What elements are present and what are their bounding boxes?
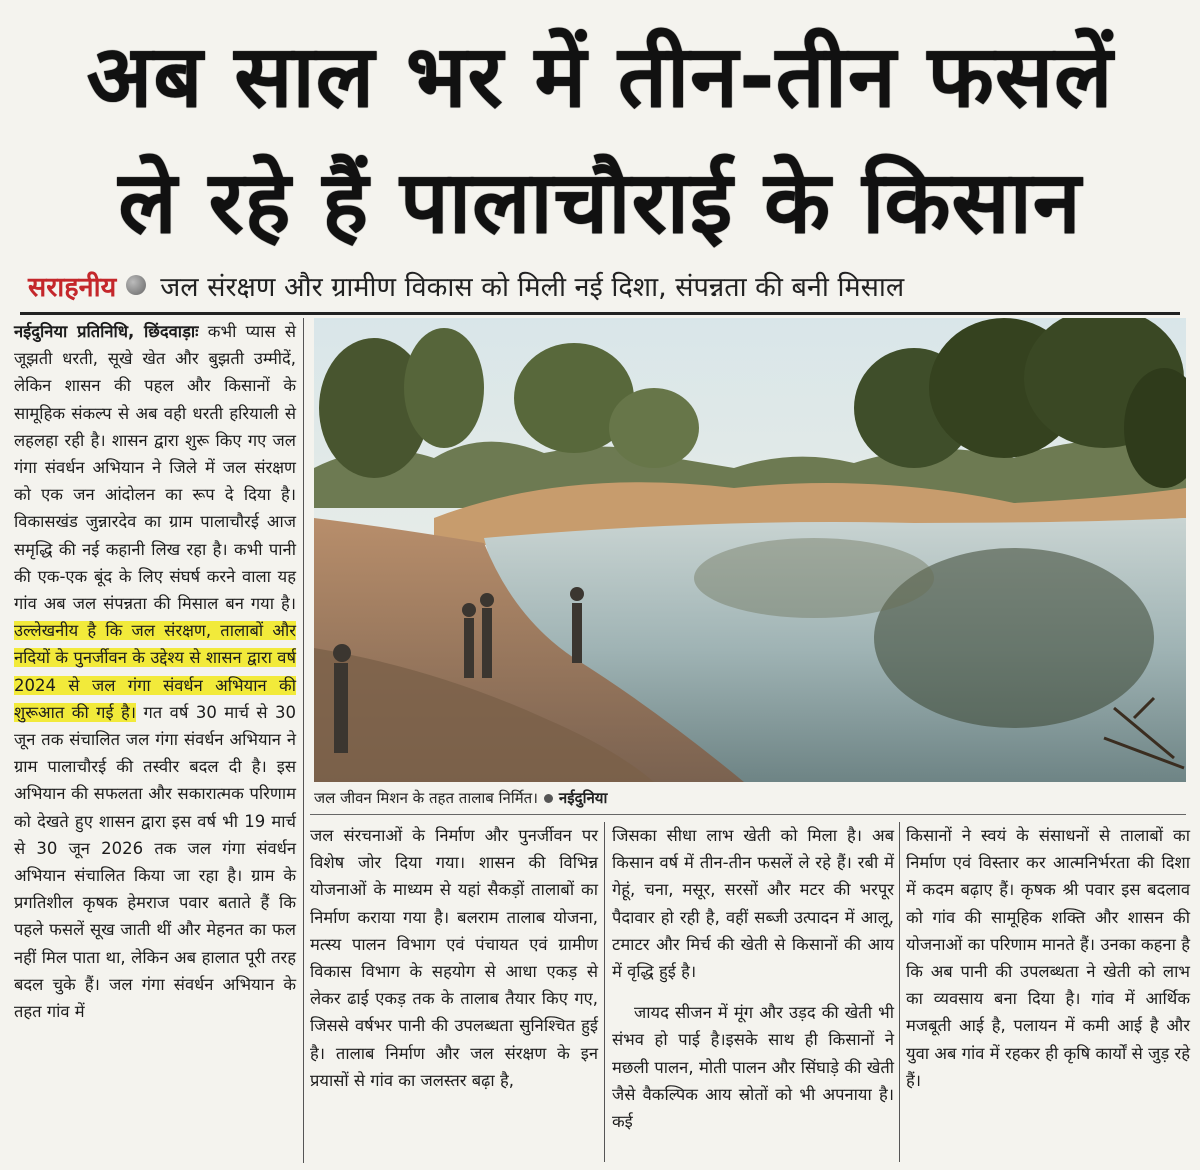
article-column-3 [612,822,894,1135]
credit-dot-icon [544,794,553,803]
category-tag: सराहनीय [28,271,117,303]
deck-text: जल संरक्षण और ग्रामीण विकास को मिली नई दिशा, संपन्नता की बनी मिसाल [160,271,905,303]
headline-line-2: ले रहे हैं पालाचौराई के किसान [118,153,1082,253]
headline-line-1: अब साल भर में तीन-तीन फसलें [86,27,1114,127]
photo-credit: नईदुनिया [558,789,608,807]
column-divider [899,822,900,1162]
header-divider [20,312,1180,315]
article-column-1 [14,318,296,1025]
caption-divider [310,814,1186,815]
caption-text: जल जीवन मिशन के तहत तालाब निर्मित। [314,789,538,807]
subheadline [28,265,1188,305]
body-text: किसानों ने स्वयं के संसाधनों से तालाबों का निर्माण एवं विस्तार कर आत्मनिर्भरता की दिशा में कदम बढ़ाए हैं। कृषक श्री पवार इस बदलाव को गांव की सामूहिक शक्ति और शासन की योजनाओं का परिणाम मानते हैं। उनका कहना है कि अब पानी की उपलब्धता ने खेती को लाभ का व्यवसाय बना दिया है। गांव में आर्थिक मजबूती आई है, पलायन में कमी आई है और युवा अब गांव में रहकर ही कृषि कार्यों से जुड़ रहे हैं। [906,826,1190,1090]
body-text: गत वर्ष 30 मार्च से 30 जून तक संचालित जल गंगा संवर्धन अभियान ने ग्राम पालाचौरई की तस्वीर बदल दी है। इस अभियान की सफलता और सकारात्मक परिणाम को देखते हुए शासन द्वारा इस वर्ष भी 19 मार्च से 30 जून 2026 तक जल गंगा संवर्धन अभियान संचालित किया जा रहा है। ग्राम के प्रगतिशील कृषक हेमराज पवार बताते हैं कि पहले फसलें सूख जाती थीं और मेहनत का फल नहीं मिल पाता था, लेकिन अब हालात पूरी तरह बदल चुके हैं। जल गंगा संवर्धन अभियान के तहत गांव में [14,702,296,1022]
column-divider [604,822,605,1162]
body-text: जायद सीजन में मूंग और उड़द की खेती भी संभव हो पाई है।इसके साथ ही किसानों ने मछली पालन, मोती पालन और सिंघाड़े की खेती जैसे वैकल्पिक आय स्रोतों को भी अपनाया है। कई [612,1003,894,1132]
news-photo-pond [314,318,1186,782]
body-text: जिसका सीधा लाभ खेती को मिला है। अब किसान वर्ष में तीन-तीन फसलें ले रहे हैं। रबी में गेहूं, चना, मसूर, सरसों और मटर की भरपूर पैदावार हो रही है, वहीं सब्जी उत्पादन में आलू, टमाटर और मिर्च की खेती से किसानों की आय में वृद्धि हुई है। [612,826,894,982]
body-text: कभी प्यास से जूझती धरती, सूखे खेत और बुझती उम्मीदें, लेकिन शासन की पहल और किसानों के सामूहिक संकल्प से अब वही धरती हरियाली से लहलहा रही है। शासन द्वारा शुरू किए गए जल गंगा संवर्धन अभियान ने जिले में जल संरक्षण को एक जन आंदोलन का रूप दे दिया है। विकासखंड जुन्नारदेव का ग्राम पालाचौरई आज समृद्धि की नई कहानी लिख रहा है। कभी पानी की एक-एक बूंद के लिए संघर्ष करने वाला यह गांव अब जल संपन्नता की मिसाल बन गया है। [14,322,296,614]
body-text: जल संरचनाओं के निर्माण और पुनर्जीवन पर विशेष जोर दिया गया। शासन की विभिन्न योजनाओं के माध्यम से यहां सैकड़ों तालाबों का निर्माण कराया गया है। बलराम तालाब योजना, मत्स्य पालन विभाग एवं पंचायत एवं ग्रामीण विकास विभाग के सहयोग से आधा एकड़ से लेकर ढाई एकड़ तक के तालाब तैयार किए गए, जिससे वर्षभर पानी की उपलब्धता सुनिश्चित हुई है। तालाब निर्माण और जल संरक्षण के इन प्रयासों से गांव का जलस्तर बढ़ा है, [310,826,598,1090]
article-column-4 [906,822,1190,1094]
highlighted-text: उल्लेखनीय है कि जल संरक्षण, तालाबों और नदियों के पुनर्जीवन के उद्देश्य से शासन द्वारा वर्ष 2024 से जल गंगा संवर्धन अभियान की शुरूआत की गई है। [14,621,296,722]
bullet-dot-icon [126,275,146,295]
dateline: नईदुनिया प्रतिनिधि, छिंदवाड़ाः [14,322,199,341]
photo-caption [314,785,1186,811]
article-column-2 [310,822,598,1094]
column-divider [303,318,304,1163]
